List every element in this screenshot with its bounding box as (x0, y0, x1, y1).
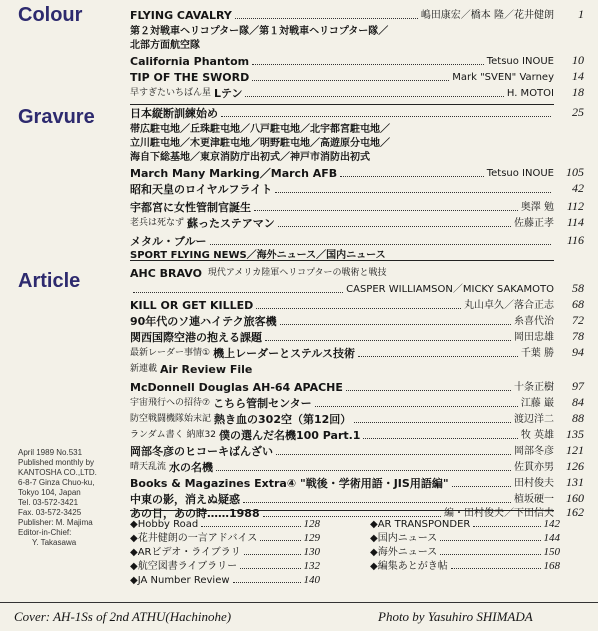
bullet-icon: ◆ (370, 519, 378, 530)
footer (0, 602, 598, 631)
leader-dots (243, 502, 511, 503)
feature-label: JA Number Review (137, 575, 230, 586)
entry-title: 昭和天皇のロイヤルフライト (130, 183, 273, 196)
leader-dots (440, 540, 540, 541)
pub-line: KANTOSHA CO.,LTD. (18, 468, 97, 477)
entry-title: 海自下総基地／東京消防庁出初式／神戸市消防出初式 (130, 152, 370, 163)
toc-entry (130, 182, 554, 196)
feature-label: 国内ニュース (377, 533, 438, 544)
leader-dots (201, 526, 300, 527)
entry-page: 105 (566, 165, 584, 179)
leader-dots (216, 470, 511, 471)
entry-page: 97 (572, 379, 584, 393)
entry-title: Lテン (214, 87, 243, 100)
entry-title: AHC BRAVO (130, 267, 202, 280)
feature-item (130, 558, 320, 572)
bullet-icon: ◆ (130, 533, 138, 544)
leader-dots (254, 210, 518, 211)
pub-line: Editor-in-Chief: (18, 528, 72, 537)
leader-dots (245, 96, 503, 97)
toc-entry (130, 298, 554, 312)
entry-author: 丸山卓久／落合正志 (464, 300, 554, 311)
entry-page: 88 (572, 411, 584, 425)
toc-entry (130, 216, 554, 230)
toc-entry (130, 460, 554, 474)
entry-title: McDonnell Douglas AH-64 APACHE (130, 381, 343, 394)
entry-author: H. MOTOI (506, 88, 554, 99)
leader-dots (451, 568, 541, 569)
entry-prefix: ランダム書く 納庫32 (130, 430, 216, 440)
entry-title: March Many Marking／March AFB (130, 167, 338, 180)
entry-author: 糸喜代治 (514, 316, 554, 327)
entry-page: 58 (572, 281, 584, 295)
entry-prefix: 宇宙飛行への招待⑦ (130, 398, 211, 408)
leader-dots (278, 226, 511, 227)
feature-item (130, 572, 320, 586)
leader-dots (256, 308, 461, 309)
entry-author: 植坂硬一 (514, 494, 554, 505)
toc-entry (130, 412, 554, 426)
bullet-icon: ◆ (130, 519, 138, 530)
feature-page: 130 (303, 546, 320, 558)
entry-prefix: 防空戦闘機隊始末記 (130, 414, 212, 424)
entry-page: 131 (566, 475, 584, 489)
feature-page: 150 (543, 546, 560, 558)
toc-entry (130, 330, 554, 344)
feature-page: 129 (303, 532, 320, 544)
feature-page: 140 (303, 574, 320, 586)
entry-page: 126 (566, 459, 584, 473)
feature-item (130, 530, 320, 544)
feature-label: 編集あとがき帖 (377, 561, 448, 572)
entry-page: 68 (572, 297, 584, 311)
feature-label: ARビデオ・ライブラリ (137, 547, 241, 558)
entry-author: 編・田村俊夫／下田信夫 (444, 508, 554, 519)
bullet-icon: ◆ (370, 561, 378, 572)
entry-prefix: 早すぎたいちばん星 (130, 88, 212, 98)
leader-dots (221, 116, 551, 117)
leader-dots (280, 324, 511, 325)
toc-entry (130, 24, 554, 38)
feature-item (370, 544, 560, 558)
entry-title: 僕の選んだ名機100 Part.1 (218, 429, 361, 442)
divider (130, 104, 554, 105)
toc-entry (130, 8, 554, 22)
entry-prefix: 最新レーダー事情① (130, 348, 211, 358)
toc-entry (130, 346, 554, 360)
toc-entry (130, 150, 554, 164)
toc-entry (130, 136, 554, 150)
entry-page: 121 (566, 443, 584, 457)
entry-author: 渡辺洋二 (514, 414, 554, 425)
leader-dots (252, 64, 484, 65)
toc-entry (130, 380, 554, 394)
feature-label: Hobby Road (137, 519, 199, 530)
toc-entry (130, 38, 554, 52)
entry-page: 135 (566, 427, 584, 441)
pub-line: Publisher: M. Majima (18, 518, 93, 527)
pub-line: 6-8-7 Ginza Chuo-ku, (18, 478, 95, 487)
leader-dots (210, 244, 551, 245)
entry-page: 116 (566, 233, 584, 247)
entry-page: 42 (572, 181, 584, 195)
entry-author: 十条正樹 (514, 382, 554, 393)
leader-dots (260, 540, 300, 541)
entry-title: KILL OR GET KILLED (130, 299, 254, 312)
toc-entry (130, 444, 554, 458)
entry-author: Tetsuo INOUE (486, 56, 554, 67)
leader-dots (265, 340, 511, 341)
feature-page: 168 (543, 560, 560, 572)
leader-dots (452, 486, 511, 487)
leader-dots (340, 176, 484, 177)
toc-entry (130, 476, 554, 490)
entry-title: 水の名機 (169, 461, 214, 474)
feature-page: 142 (543, 518, 560, 530)
section-gravure: Gravure (18, 106, 95, 128)
entry-author: 奥澤 勉 (520, 202, 554, 213)
pub-line: Tel. 03-572-3421 (18, 498, 79, 507)
leader-dots (440, 554, 540, 555)
feature-label: AR TRANSPONDER (377, 519, 471, 530)
entry-page: 162 (566, 505, 584, 519)
pub-line: Tokyo 104, Japan (18, 488, 81, 497)
toc-entry (130, 166, 554, 180)
feature-label: 海外ニュース (377, 547, 438, 558)
section-article: Article (18, 270, 81, 292)
feature-item (370, 530, 560, 544)
bullet-icon: ◆ (130, 561, 138, 572)
feature-label: 航空図書ライブラリー (137, 561, 238, 572)
entry-subtitle: 現代アメリカ陸軍ヘリコプターの戦術と戦技 (207, 268, 387, 278)
toc-entry (130, 396, 554, 410)
photo-credit: Photo by Yasuhiro SHIMADA (378, 609, 533, 624)
entry-title: 宇都宮に女性管制官誕生 (130, 201, 251, 214)
toc-entry (130, 54, 554, 68)
entry-page: 25 (572, 105, 584, 119)
entry-prefix: 晴天乱流 (130, 462, 167, 472)
leader-dots (240, 568, 300, 569)
entry-page: 14 (572, 69, 584, 83)
feature-label: 花井健朗の一言アドバイス (137, 533, 258, 544)
toc-entry (130, 266, 554, 280)
entry-author: 佐貫亦男 (514, 462, 554, 473)
toc-entry (130, 106, 554, 120)
feature-item (130, 516, 320, 530)
pub-line: April 1989 No.531 (18, 448, 83, 457)
toc-entry (130, 234, 554, 248)
toc-entry (130, 314, 554, 328)
entry-title: TIP OF THE SWORD (130, 71, 250, 84)
toc-entry (130, 282, 554, 296)
entry-title: 熱き血の302空（第12回） (214, 413, 352, 426)
entry-page: 84 (572, 395, 584, 409)
entry-author: Mark "SVEN" Varney (452, 72, 554, 83)
entry-title: 岡部冬彦のヒコーキばんざい (130, 445, 273, 458)
entry-title: 機上レーダーとステルス技術 (213, 347, 355, 360)
divider (130, 510, 554, 511)
entry-prefix: 新連載 (130, 364, 158, 374)
entry-title: California Phantom (130, 55, 250, 68)
entry-page: 78 (572, 329, 584, 343)
feature-item (130, 544, 320, 558)
toc-entry (130, 362, 554, 376)
entry-author: CASPER WILLIAMSON／MICKY SAKAMOTO (346, 284, 554, 295)
entry-page: 160 (566, 491, 584, 505)
bullet-icon: ◆ (130, 575, 138, 586)
entry-prefix: 老兵は死なず (130, 218, 185, 228)
leader-dots (358, 356, 518, 357)
leader-dots (252, 80, 449, 81)
entry-author: Tetsuo INOUE (486, 168, 554, 179)
toc-entry (130, 70, 554, 84)
cover-caption: Cover: AH-1Ss of 2nd ATHU(Hachinohe) (14, 609, 232, 624)
leader-dots (473, 526, 540, 527)
entry-title: 立川駐屯地／木更津駐屯地／明野駐屯地／高遊原分屯地／ (130, 138, 390, 149)
leader-dots (235, 18, 418, 19)
entry-page: 10 (572, 53, 584, 67)
leader-dots (346, 390, 511, 391)
toc-entry (130, 492, 554, 506)
feature-page: 128 (303, 518, 320, 530)
entry-author: 嶋田康宏／橋本 隆／花井健朗 (420, 10, 554, 21)
entry-title: 蘇ったステアマン (187, 217, 275, 230)
entry-author: 岡部冬彦 (514, 446, 554, 457)
pub-line: Published monthly by (18, 458, 95, 467)
entry-title: 関西国際空港の抱える課題 (130, 331, 262, 344)
leader-dots (244, 554, 301, 555)
feature-item (370, 516, 560, 530)
bullet-icon: ◆ (370, 547, 378, 558)
publisher-info (18, 448, 118, 548)
toc-entry (130, 122, 554, 136)
leader-dots (233, 582, 301, 583)
feature-item (370, 558, 560, 572)
toc-entry (130, 200, 554, 214)
entry-title: 90年代のソ連ハイテク旅客機 (130, 315, 277, 328)
entry-author: 佐藤正孝 (514, 218, 554, 229)
entry-author: 岡田忠雄 (514, 332, 554, 343)
entry-title: FLYING CAVALRY (130, 9, 232, 22)
feature-page: 132 (303, 560, 320, 572)
leader-dots (363, 438, 517, 439)
entry-title: こちら管制センター (213, 397, 312, 410)
feature-page: 144 (543, 532, 560, 544)
pub-line: Fax. 03-572-3425 (18, 508, 82, 517)
entry-author: 千葉 勝 (520, 348, 554, 359)
entry-title: Books & Magazines Extra④ "戦後・学術用語・JIS用語編" (130, 477, 449, 490)
entry-author: 牧 英雄 (520, 430, 554, 441)
entry-page: 114 (566, 215, 584, 229)
entry-page: 94 (572, 345, 584, 359)
leader-dots (354, 422, 511, 423)
entry-author: 田村俊夫 (514, 478, 554, 489)
entry-title: Air Review File (160, 363, 253, 376)
toc-entry (130, 428, 554, 442)
pub-line: Y. Takasawa (32, 538, 77, 547)
entry-title: 中東の影，消えぬ疑惑 (130, 493, 240, 506)
entry-author: 江藤 巌 (520, 398, 554, 409)
leader-dots (276, 454, 511, 455)
leader-dots (133, 292, 343, 293)
bullet-icon: ◆ (370, 533, 378, 544)
entry-page: 18 (572, 85, 584, 99)
entry-title: SPORT FLYING NEWS／海外ニュース／国内ニュース (130, 250, 386, 261)
divider (130, 260, 554, 261)
bullet-icon: ◆ (130, 547, 138, 558)
toc-entry (130, 86, 554, 100)
entry-title: あの日，あの時……1988 (130, 507, 260, 520)
leader-dots (315, 406, 518, 407)
entry-title: 日本縦断訓練始め (130, 107, 218, 120)
entry-page: 112 (566, 199, 584, 213)
entry-title: 北部方面航空隊 (130, 40, 200, 51)
leader-dots (275, 192, 551, 193)
entry-title: 帯広駐屯地／丘珠駐屯地／八戸駐屯地／北宇都宮駐屯地／ (130, 124, 390, 135)
entry-title: メタル・ブルー (130, 235, 207, 248)
section-colour: Colour (18, 4, 83, 26)
entry-title: 第２対戦車ヘリコプター隊／第１対戦車ヘリコプター隊／ (130, 26, 389, 37)
entry-page: 72 (572, 313, 584, 327)
entry-page: 1 (578, 7, 584, 21)
